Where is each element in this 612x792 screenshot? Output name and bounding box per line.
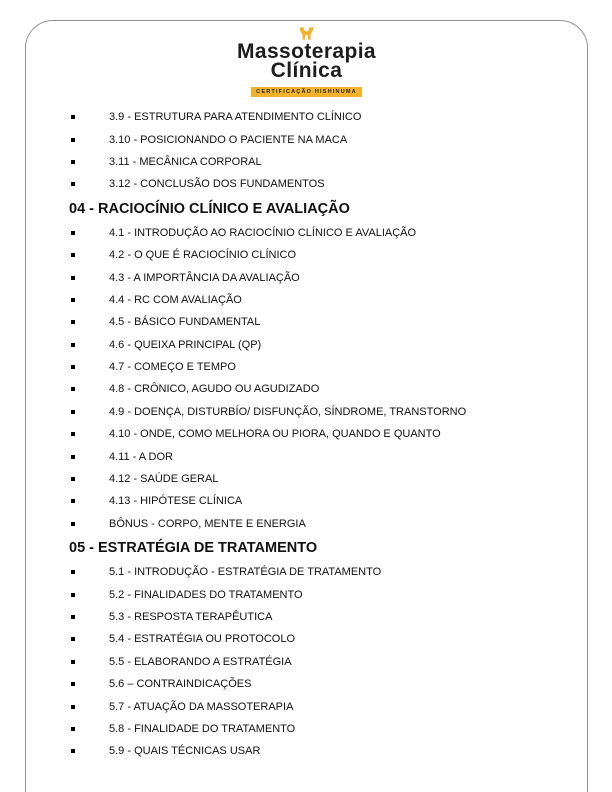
toc-item: [71, 695, 559, 717]
brand-title-line2: Clínica: [270, 59, 343, 82]
bullet-square-icon: [71, 455, 75, 459]
toc-item-label: 3.12 - CONCLUSÃO DOS FUNDAMENTOS: [109, 178, 325, 191]
bullet-square-icon: [71, 660, 75, 664]
toc-item: [71, 651, 559, 673]
bullet-square-icon: [71, 276, 75, 280]
toc-item-label: 4.10 - ONDE, COMO MELHORA OU PIORA, QUANDO E QUANTO: [109, 428, 441, 441]
toc-item: [71, 334, 559, 356]
bullet-square-icon: [71, 115, 75, 119]
toc-item-label: 4.9 - DOENÇA, DISTURBÍO/ DISFUNÇÃO, SÍNDROME, TRANSTORNO: [109, 405, 467, 418]
bullet-square-icon: [71, 343, 75, 347]
bullet-square-icon: [71, 637, 75, 641]
toc-item: [71, 311, 559, 333]
bullet-square-icon: [71, 522, 75, 526]
toc-item: [71, 378, 559, 400]
toc-item: [71, 673, 559, 695]
toc-item-label: 3.9 - ESTRUTURA PARA ATENDIMENTO CLÍNICO: [109, 111, 362, 124]
toc-item-label: 5.6 – CONTRAINDICAÇÕES: [109, 678, 252, 691]
bullet-square-icon: [71, 387, 75, 391]
bullet-square-icon: [71, 749, 75, 753]
toc-item: [71, 561, 559, 583]
brand-title-line1: Massoterapia: [236, 40, 377, 63]
toc-item-label: 5.4 - ESTRATÉGIA OU PROTOCOLO: [109, 633, 296, 646]
bullet-square-icon: [71, 593, 75, 597]
bullet-square-icon: [71, 182, 75, 186]
bullet-square-icon: [71, 432, 75, 436]
brand-title: [26, 42, 587, 80]
toc-item: [71, 423, 559, 445]
bullet-square-icon: [71, 477, 75, 481]
bullet-square-icon: [71, 365, 75, 369]
bullet-square-icon: [71, 410, 75, 414]
bullet-square-icon: [71, 615, 75, 619]
toc-item: [71, 740, 559, 762]
toc-item-label: 5.1 - INTRODUÇÃO - ESTRATÉGIA DE TRATAMENTO: [109, 566, 382, 579]
toc-item: [71, 151, 559, 173]
toc-item-label: 4.4 - RC COM AVALIAÇÃO: [109, 293, 242, 306]
toc-item-label: 5.9 - QUAIS TÉCNICAS USAR: [109, 745, 261, 758]
page-card: [25, 20, 588, 792]
toc-item-label: 5.8 - FINALIDADE DO TRATAMENTO: [109, 722, 296, 735]
bullet-square-icon: [71, 570, 75, 574]
toc-item-label: 4.8 - CRÔNICO, AGUDO OU AGUDIZADO: [109, 383, 320, 396]
toc-item-label: BÔNUS - CORPO, MENTE E ENERGIA: [109, 517, 306, 530]
toc-item-label: 4.7 - COMEÇO E TEMPO: [109, 361, 236, 374]
toc-item: [71, 468, 559, 490]
toc-item: [71, 128, 559, 150]
brand-logo: [26, 27, 587, 98]
toc-item: [71, 289, 559, 311]
toc-item-label: 4.3 - A IMPORTÂNCIA DA AVALIAÇÃO: [109, 271, 300, 284]
toc-item: [71, 401, 559, 423]
bullet-square-icon: [71, 253, 75, 257]
toc-section-heading: 05 - ESTRATÉGIA DE TRATAMENTO: [69, 540, 318, 557]
toc-item-label: 4.12 - SAÚDE GERAL: [109, 473, 219, 486]
toc-item: [71, 266, 559, 288]
toc-item: [71, 628, 559, 650]
bullet-square-icon: [71, 138, 75, 142]
bullet-square-icon: [71, 499, 75, 503]
bullet-square-icon: [71, 320, 75, 324]
bullet-square-icon: [71, 298, 75, 302]
toc-item-label: 5.5 - ELABORANDO A ESTRATÉGIA: [109, 655, 292, 668]
toc-item-label: 4.2 - O QUE É RACIOCÍNIO CLÍNICO: [109, 249, 297, 262]
toc-item: [71, 445, 559, 467]
toc-item: [71, 606, 559, 628]
toc-item: [71, 173, 559, 195]
toc-item-label: 4.5 - BÁSICO FUNDAMENTAL: [109, 316, 261, 329]
toc-item: [71, 718, 559, 740]
toc-item: [71, 583, 559, 605]
toc-item-label: 5.3 - RESPOSTA TERAPÊUTICA: [109, 611, 273, 623]
bullet-square-icon: [71, 231, 75, 235]
bullet-square-icon: [71, 160, 75, 164]
toc-item: [71, 356, 559, 378]
table-of-contents: [71, 106, 559, 763]
toc-item-label: 4.11 - A DOR: [109, 450, 173, 463]
bullet-square-icon: [71, 727, 75, 731]
bullet-square-icon: [71, 705, 75, 709]
toc-item: [71, 222, 559, 244]
certification-badge: CERTIFICAÇÃO HISHINUMA: [251, 87, 362, 97]
toc-item: [71, 490, 559, 512]
toc-item-label: 3.11 - MECÂNICA CORPORAL: [109, 155, 262, 168]
toc-item-label: 4.6 - QUEIXA PRINCIPAL (QP): [109, 338, 262, 351]
toc-item-label: 4.13 - HIPÓTESE CLÍNICA: [109, 495, 243, 508]
toc-item: [71, 106, 559, 128]
toc-item-label: 4.1 - INTRODUÇÃO AO RACIOCÍNIO CLÍNICO E AVALIAÇÃO: [109, 226, 417, 239]
toc-item-label: 5.2 - FINALIDADES DO TRATAMENTO: [109, 588, 303, 601]
toc-item: [71, 244, 559, 266]
toc-item-label: 3.10 - POSICIONANDO O PACIENTE NA MACA: [109, 133, 348, 146]
bullet-square-icon: [71, 682, 75, 686]
toc-section-heading: 04 - RACIOCÍNIO CLÍNICO E AVALIAÇÃO: [69, 200, 350, 217]
toc-item: [71, 513, 559, 535]
toc-item-label: 5.7 - ATUAÇÃO DA MASSOTERAPIA: [109, 700, 294, 713]
